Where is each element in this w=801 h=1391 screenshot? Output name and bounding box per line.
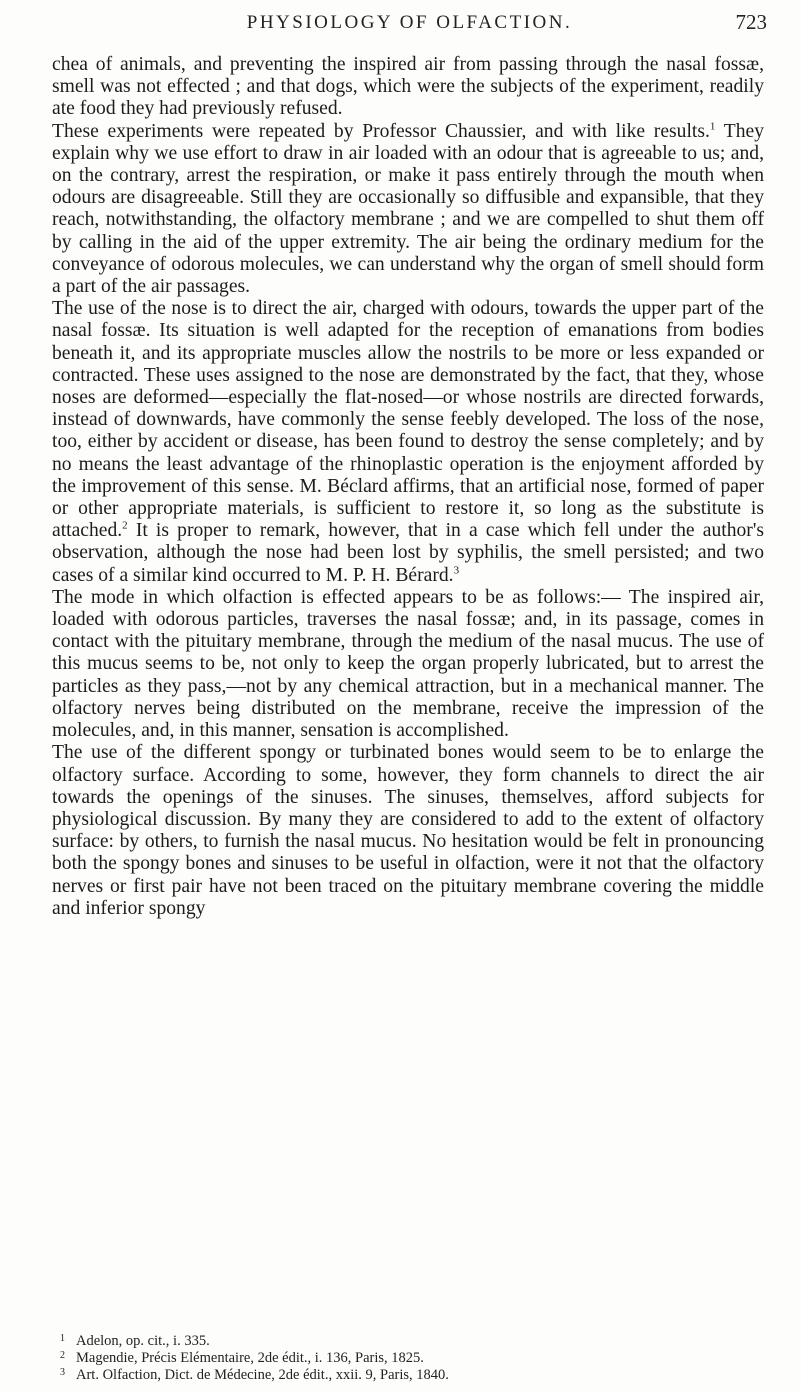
paragraph-5: [52, 742, 764, 920]
footnote-3: [52, 1367, 764, 1384]
footnote-text: Magendie, Précis Elémentaire, 2de édit., i. 136, Paris, 1825.: [76, 1350, 424, 1366]
footnote-text: Art. Olfaction, Dict. de Médecine, 2de édit., xxii. 9, Paris, 1840.: [76, 1367, 449, 1383]
paragraph-text: These experiments were repeated by Professor Chaussier, and with like results.: [52, 120, 710, 142]
paragraph-text-continued: They explain why we use effort to draw in air loaded with an odour that is agreeable to us; and, on the contrary, arrest the respiration, or make it pass entirely through the mouth when odours are disagreeable. Still they are occasionally so diffusible and expansible, that they reach, notwithstanding, the olfactory membrane ; and we are compelled to shut them off by calling in the aid of the upper extremity. The air being the ordinary medium for the conveyance of odorous molecules, we can understand why the organ of smell should form a part of the air passages.: [52, 120, 764, 298]
paragraph-1: [52, 54, 764, 121]
body-text: [52, 54, 764, 920]
footnote-mark: 2: [60, 1350, 65, 1361]
footnote-mark: 3: [60, 1367, 65, 1378]
paragraph-4: [52, 587, 764, 742]
footnote-ref-1[interactable]: 1: [709, 120, 716, 133]
paragraph-text: chea of animals, and preventing the inspired air from passing through the nasal fossæ, smell was not effected ; and that dogs, which were the subjects of the experiment, readily ate food they had previously refused.: [52, 54, 764, 120]
paragraph-3: [52, 298, 764, 587]
footnote-ref-3[interactable]: 3: [453, 564, 460, 577]
footnote-2: [52, 1350, 764, 1367]
footnote-1: [52, 1333, 764, 1350]
footnote-ref-2[interactable]: 2: [122, 519, 128, 532]
footnote-mark: 1: [60, 1333, 65, 1344]
page-number: 723: [735, 10, 767, 34]
paragraph-text: The use of the different spongy or turbinated bones would seem to be to enlarge the olfactory surface. According to some, however, they form channels to direct the air towards the openings of the sinuses. The sinuses, themselves, afford subjects for physiological discussion. By many they are considered to add to the extent of olfactory surface: by others, to furnish the nasal mucus. No hesitation would be felt in pronouncing both the spongy bones and sinuses to be useful in olfaction, were it not that the olfactory nerves or first pair have not been traced on the pituitary membrane covering the middle and inferior spongy: [52, 742, 764, 919]
paragraph-text: The mode in which olfaction is effected appears to be as follows:— The inspired air, loaded with odorous particles, traverses the nasal fossæ; and, in its passage, comes in contact with the pituitary membrane, through the medium of the nasal mucus. The use of this mucus seems to be, not only to keep the organ properly lubricated, but to arrest the particles as they pass,—not by any chemical attraction, but in a mechanical manner. The olfactory nerves being distributed on the membrane, receive the impression of the molecules, and, in this manner, sensation is accomplished.: [52, 586, 764, 742]
running-head: [52, 6, 767, 36]
paragraph-text-continued: It is proper to remark, however, that in a case which fell under the author's observation, although the nose had been lost by syphilis, the smell persisted; and two cases of a similar kind occurred to M. P. H. Bérard.: [52, 520, 764, 586]
running-title: PHYSIOLOGY OF OLFACTION.: [246, 12, 573, 33]
paragraph-text: The use of the nose is to direct the air, charged with odours, towards the upper part of the nasal fossæ. Its situation is well adapted for the reception of emanations from bodies beneath it, and its appropriate muscles allow the nostrils to be more or less expanded or contracted. These uses assigned to the nose are demonstrated by the fact, that they, whose noses are deformed—especially the flat-nosed—or whose nostrils are directed forwards, instead of downwards, have commonly the sense feebly developed. The loss of the nose, too, either by accident or disease, has been found to destroy the sense completely; and by no means the least advantage of the rhinoplastic operation is the enjoyment afforded by the improvement of this sense. M. Béclard affirms, that an artificial nose, formed of paper or other appropriate materials, is sufficient to restore it, so long as the substitute is attached.: [52, 298, 764, 542]
footnote-text: Adelon, op. cit., i. 335.: [76, 1333, 210, 1349]
paragraph-2: [52, 121, 764, 299]
footnotes: [52, 1333, 764, 1384]
